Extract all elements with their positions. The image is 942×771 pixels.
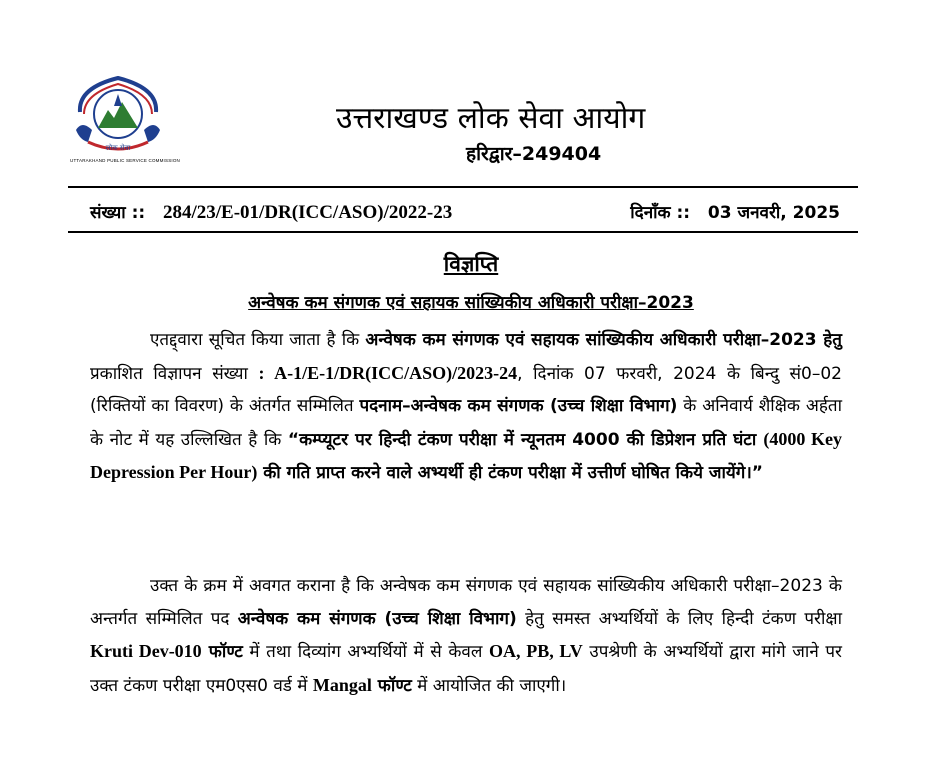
p1-quote-english: (4000 Key Depression Per Hour): [90, 428, 843, 482]
notice-subject-text: अन्वेषक कम संगणक एवं सहायक सांख्यिकीय अधिकारी परीक्षा–2023: [248, 293, 694, 313]
notice-subject: [0, 290, 942, 313]
p1-exam-name: अन्वेषक कम संगणक एवं सहायक सांख्यिकीय अधिकारी परीक्षा–2023 हेतु: [365, 330, 842, 350]
p2-font-word-2: फॉण्ट: [371, 675, 412, 696]
p2-text-3: में तथा दिव्यांग अभ्यर्थियों में से केवल: [242, 642, 489, 662]
paragraph-2: [90, 570, 842, 702]
p1-text-1: एतद्द्वारा सूचित किया जाता है कि: [150, 330, 366, 350]
date-label: दिनाँक ::: [630, 203, 691, 223]
p2-subcategories: OA, PB, LV: [489, 641, 583, 661]
p1-text-4: के अनिवार्य शैक्षिक अर्हता के नोट में यह उल्लिखित है कि: [90, 396, 842, 450]
p2-post-name: अन्वेषक कम संगणक (उच्च शिक्षा विभाग): [237, 608, 517, 629]
p1-text-3: , दिनांक 07 फरवरी, 2024 के बिन्दु सं0–02 (रिक्तियों का विवरण) के अंतर्गत सम्मिलित: [90, 363, 842, 416]
p1-quote-2: की गति प्राप्त करने वाले अभ्यर्थी ही टंकण परीक्षा में उत्तीर्ण घोषित किये जायेंगे।”: [257, 463, 763, 483]
notice-title: [0, 250, 942, 278]
reference-divider: [68, 231, 858, 233]
header-divider: [68, 186, 858, 188]
commission-logo: [70, 70, 180, 170]
issue-date: 03 जनवरी, 2025: [707, 203, 840, 223]
p2-text-5: में आयोजित की जाएगी।: [411, 675, 567, 696]
reference-number: 284/23/E-01/DR(ICC/ASO)/2022-23: [162, 202, 453, 223]
emblem-icon: [70, 70, 166, 156]
notice-title-text: विज्ञप्ति: [443, 252, 499, 276]
reference-number-label: संख्या ::: [90, 203, 146, 223]
p2-font-kruti: Kruti Dev-010: [90, 641, 202, 661]
p2-font-mangal: Mangal: [312, 674, 372, 695]
p2-font-word-1: फॉण्ट: [201, 642, 243, 662]
commission-address: हरिद्वार–249404: [466, 143, 602, 165]
paragraph-1: [90, 324, 842, 490]
p2-text-2: हेतु समस्त अभ्यर्थियों के लिए हिन्दी टंकण परीक्षा: [516, 608, 842, 629]
logo-motto: लोक सेवा: [105, 144, 131, 152]
p1-advt-number: : A-1/E-1/DR(ICC/ASO)/2023-24: [258, 362, 518, 383]
commission-name: उत्तराखण्ड लोक सेवा आयोग: [336, 101, 646, 136]
p1-quote-1: “कम्प्यूटर पर हिन्दी टंकण परीक्षा में न्यूनतम 4000 की डिप्रेशन प्रति घंटा: [287, 429, 764, 450]
p2-text-4: उपश्रेणी के अभ्यर्थियों द्वारा मांगे जाने पर उक्त टंकण परीक्षा एम0एस0 वर्ड में: [90, 642, 842, 696]
p2-text-1: उक्त के क्रम में अवगत कराना है कि अन्वेषक कम संगणक एवं सहायक सांख्यिकीय अधिकारी परीक्षा–2023 के अन्तर्गत सम्मिलित पद: [90, 576, 842, 629]
p1-post-name: पदनाम–अन्वेषक कम संगणक (उच्च शिक्षा विभाग): [359, 396, 678, 416]
p1-text-2: प्रकाशित विज्ञापन संख्या: [90, 363, 259, 384]
logo-caption: UTTARAKHAND PUBLIC SERVICE COMMISSION: [70, 158, 180, 163]
